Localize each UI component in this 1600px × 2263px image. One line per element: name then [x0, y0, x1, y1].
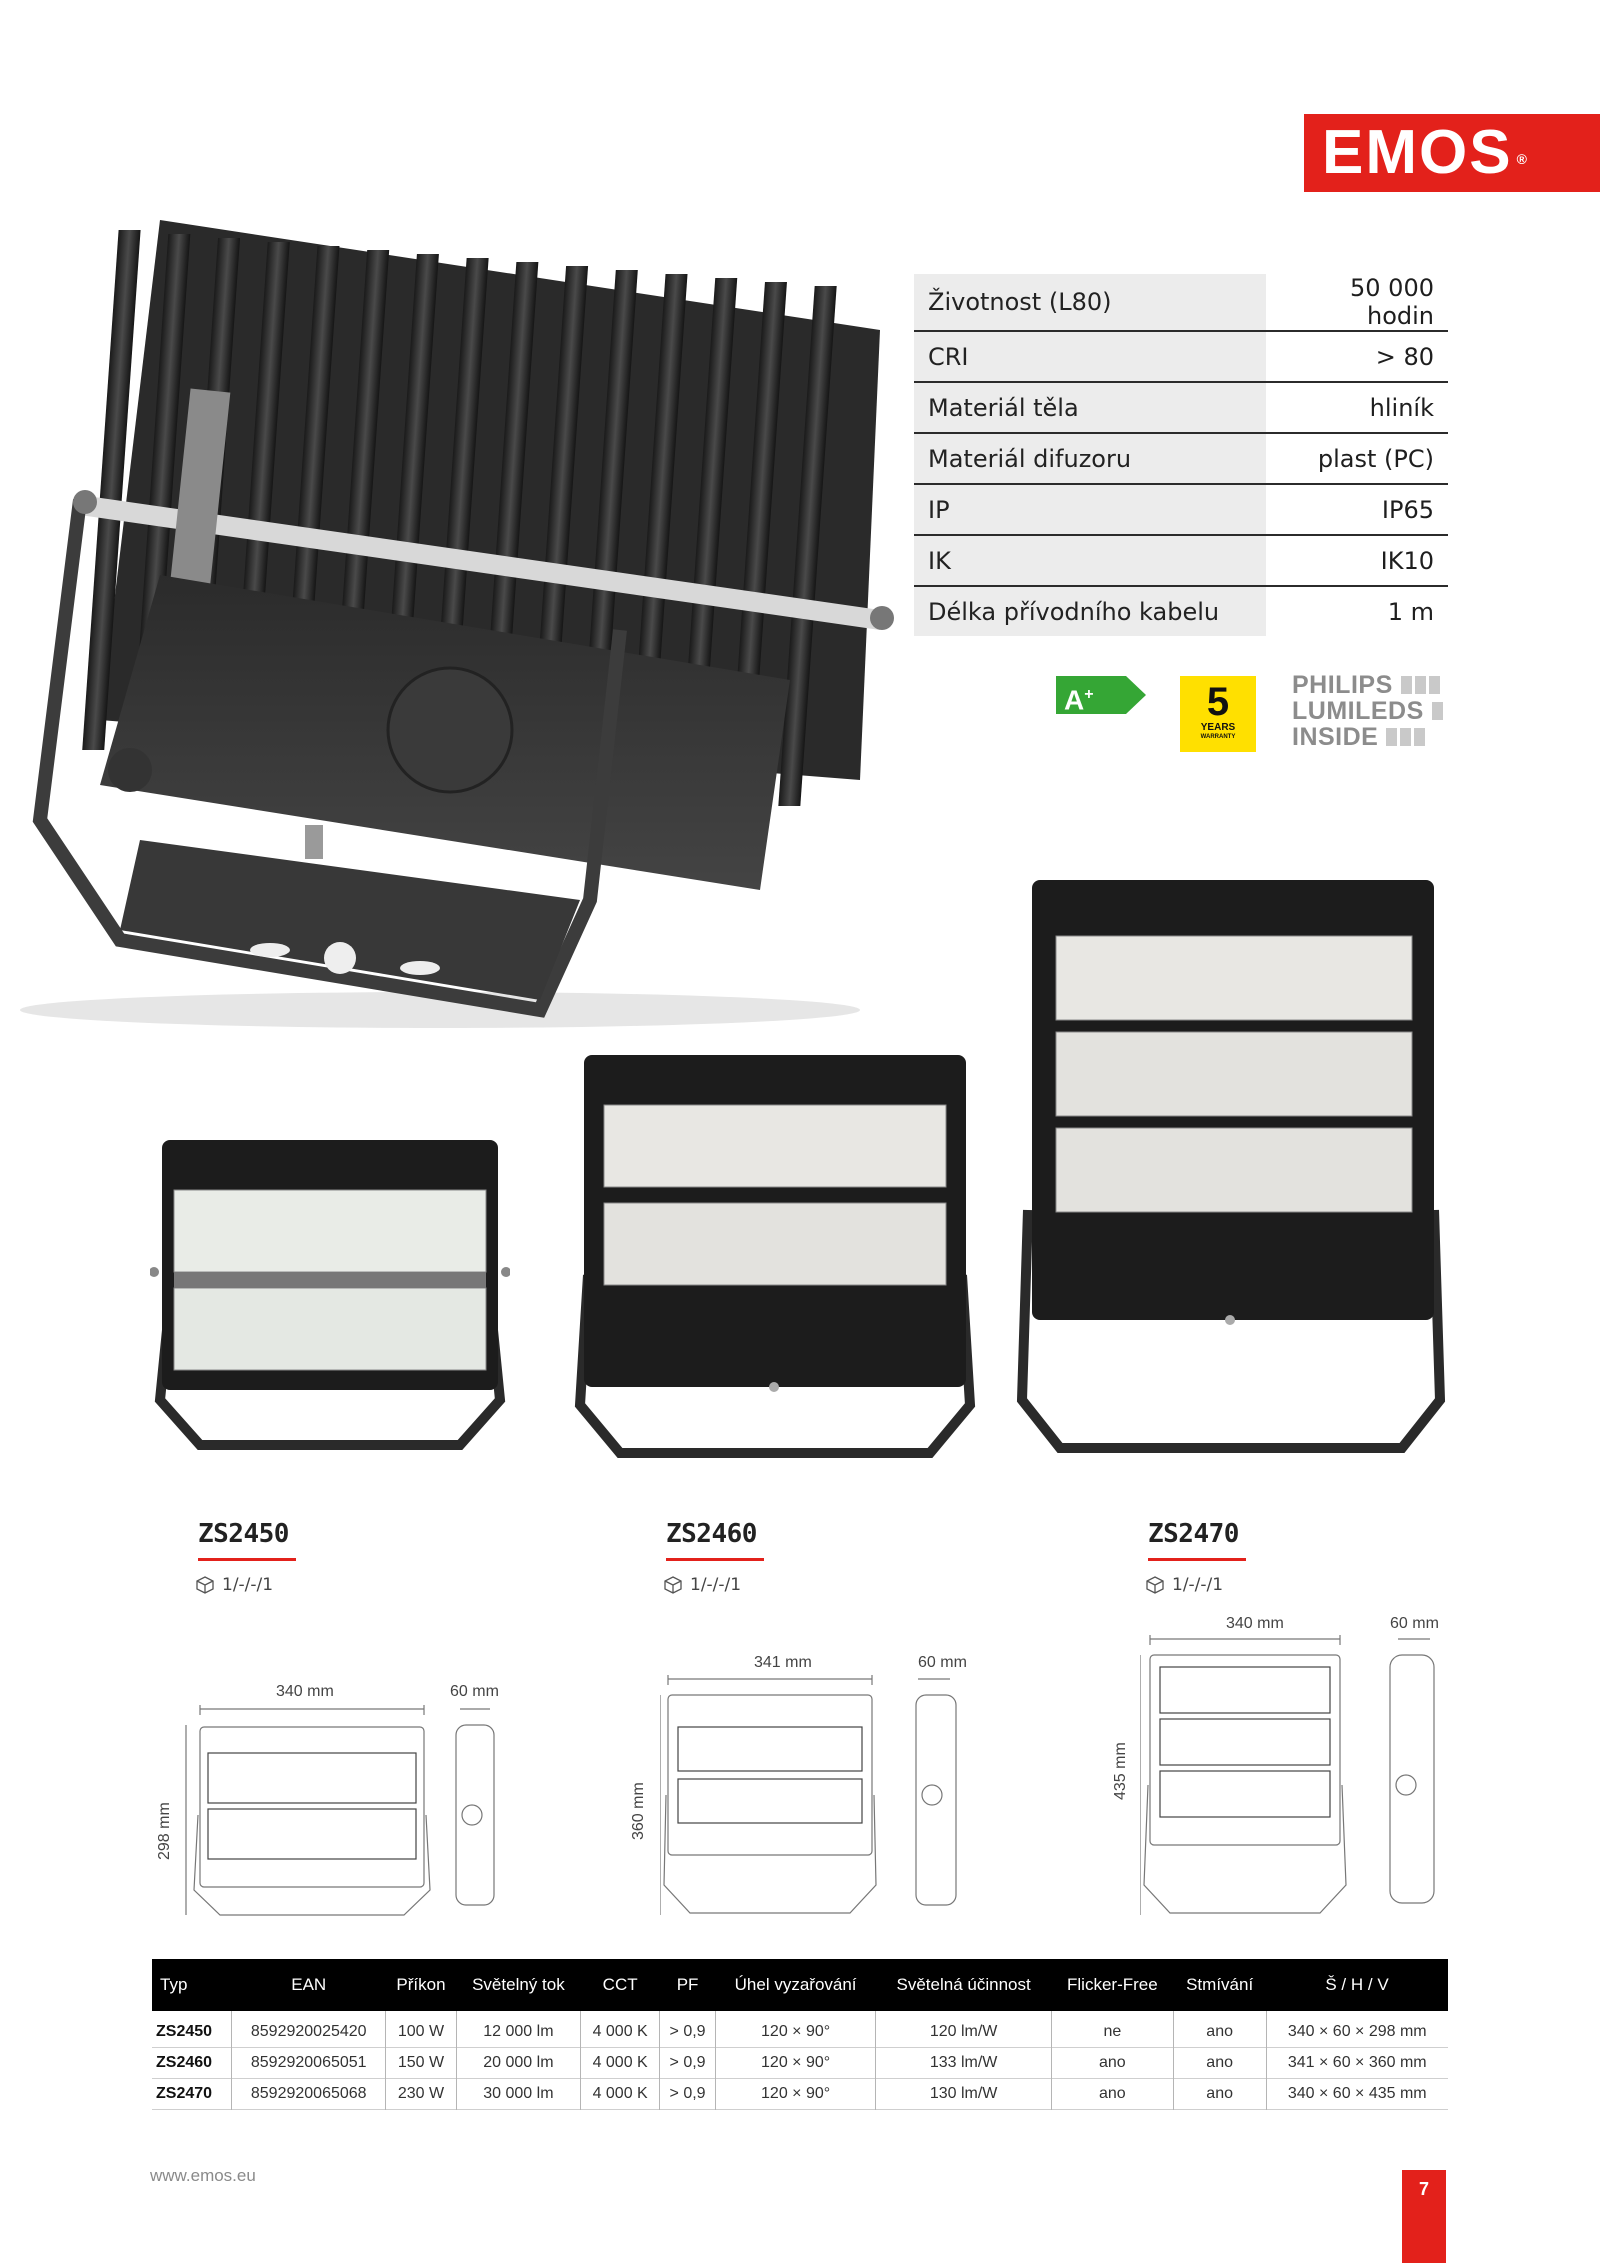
spec-table: [914, 274, 1448, 636]
energy-class-badge: A+: [1056, 676, 1146, 714]
model-underline: [1148, 1558, 1246, 1561]
spec-row: CRI > 80: [914, 331, 1448, 382]
footer-url[interactable]: www.emos.eu: [150, 2166, 256, 2185]
model-title-zs2470: ZS2470: [1148, 1519, 1239, 1549]
spec-row: IK IK10: [914, 535, 1448, 586]
height-dimension: 298 mm: [156, 1802, 173, 1860]
package-info: 1/-/-/1: [664, 1575, 741, 1595]
table-row: ZS2470 8592920065068 230 W 30 000 lm 4 000 K > 0,9 120 × 90° 130 lm/W ano ano 340 × 60 × 435 mm: [152, 2079, 1448, 2110]
zs2460-drawing: [660, 1675, 960, 1925]
width-dimension: 340 mm: [1226, 1615, 1284, 1632]
zs2460-front-photo: [574, 1055, 976, 1475]
depth-dimension: 60 mm: [1390, 1615, 1439, 1632]
model-underline: [198, 1558, 296, 1561]
width-dimension: 341 mm: [754, 1654, 812, 1671]
depth-dimension: 60 mm: [450, 1683, 499, 1700]
model-underline: [666, 1558, 764, 1561]
table-header-row: Typ EAN Příkon Světelný tok CCT PF Úhel vyzařování Světelná účinnost Flicker-Free Stmívání Š / H / V: [152, 1959, 1448, 2011]
spec-row: IP IP65: [914, 484, 1448, 535]
box-icon: [664, 1576, 682, 1594]
height-dimension: 435 mm: [1112, 1742, 1129, 1800]
zs2470-drawing: [1140, 1635, 1450, 1925]
spec-row: Materiál těla hliník: [914, 382, 1448, 433]
spec-row: Materiál difuzoru plast (PC): [914, 433, 1448, 484]
table-row: ZS2460 8592920065051 150 W 20 000 lm 4 000 K > 0,9 120 × 90° 133 lm/W ano ano 341 × 60 × 360 mm: [152, 2048, 1448, 2079]
zs2450-front-photo: [150, 1140, 510, 1470]
page-number: 7: [1402, 2170, 1446, 2263]
philips-lumileds-logo: PHILIPS LUMILEDS INSIDE: [1292, 672, 1452, 750]
height-dimension: 360 mm: [630, 1782, 647, 1840]
zs2470-front-photo: [1016, 880, 1446, 1470]
emos-logo: EMOS ®: [1304, 114, 1600, 192]
spec-row: Životnost (L80) 50 000 hodin: [914, 274, 1448, 331]
warranty-badge: 5 YEARS WARRANTY: [1180, 676, 1256, 752]
width-dimension: 340 mm: [276, 1683, 334, 1700]
table-row: ZS2450 8592920025420 100 W 12 000 lm 4 000 K > 0,9 120 × 90° 120 lm/W ne ano 340 × 60 × 298 mm: [152, 2011, 1448, 2048]
box-icon: [196, 1576, 214, 1594]
product-table: [152, 1959, 1448, 2110]
spec-row: Délka přívodního kabelu 1 m: [914, 586, 1448, 636]
model-title-zs2450: ZS2450: [198, 1519, 289, 1549]
depth-dimension: 60 mm: [918, 1654, 967, 1671]
zs2450-drawing: [180, 1705, 500, 1925]
package-info: 1/-/-/1: [196, 1575, 273, 1595]
package-info: 1/-/-/1: [1146, 1575, 1223, 1595]
model-title-zs2460: ZS2460: [666, 1519, 757, 1549]
box-icon: [1146, 1576, 1164, 1594]
floodlight-back-photo: [20, 210, 900, 1030]
